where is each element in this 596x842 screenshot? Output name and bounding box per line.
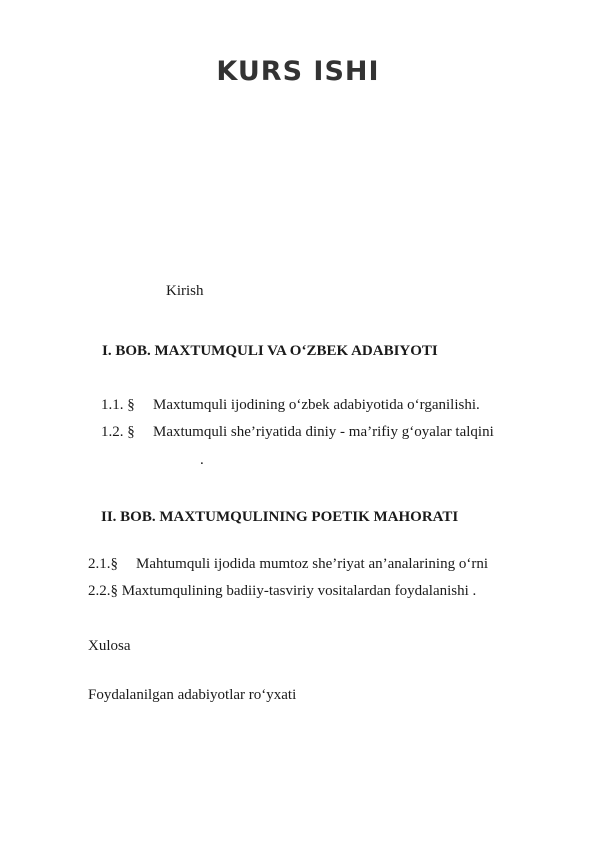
page-title: KURS ISHI xyxy=(216,56,380,87)
toc-item-number: 2.1.§ xyxy=(88,556,118,572)
toc-intro: Kirish xyxy=(166,283,204,299)
toc-item-number: 2.2.§ xyxy=(88,583,118,599)
toc-chapter1-heading: I. BOB. MAXTUMQULI VA O‘ZBEK ADABIYOTI xyxy=(102,343,438,359)
toc-chapter2-heading: II. BOB. MAXTUMQULINING POETIK MAHORATI xyxy=(101,509,459,525)
toc-item-text: Maxtumqulining badiiy-tasviriy vositalardan foydalanishi . xyxy=(121,583,477,599)
toc-item-text: Mahtumquli ijodida mumtoz she’riyat an’analarining o‘rni xyxy=(136,556,488,572)
toc-item-2-2 xyxy=(88,582,476,600)
toc-item-number: 1.1. § xyxy=(101,397,135,413)
toc-references: Foydalanilgan adabiyotlar ro‘yxati xyxy=(88,687,297,703)
toc-item-text: Maxtumquli ijodining o‘zbek adabiyotida o‘rganilishi. xyxy=(153,397,480,413)
toc-item-number: 1.2. § xyxy=(101,424,135,440)
toc-item-text: Maxtumquli she’riyatida diniy - ma’rifiy g‘oyalar talqini xyxy=(153,424,494,440)
toc-item-1-2-continuation: . xyxy=(200,452,204,468)
toc-item-1-2 xyxy=(101,423,494,441)
toc-item-1-1 xyxy=(101,396,480,414)
toc-conclusion: Xulosa xyxy=(88,638,131,654)
toc-item-2-1 xyxy=(88,555,488,573)
